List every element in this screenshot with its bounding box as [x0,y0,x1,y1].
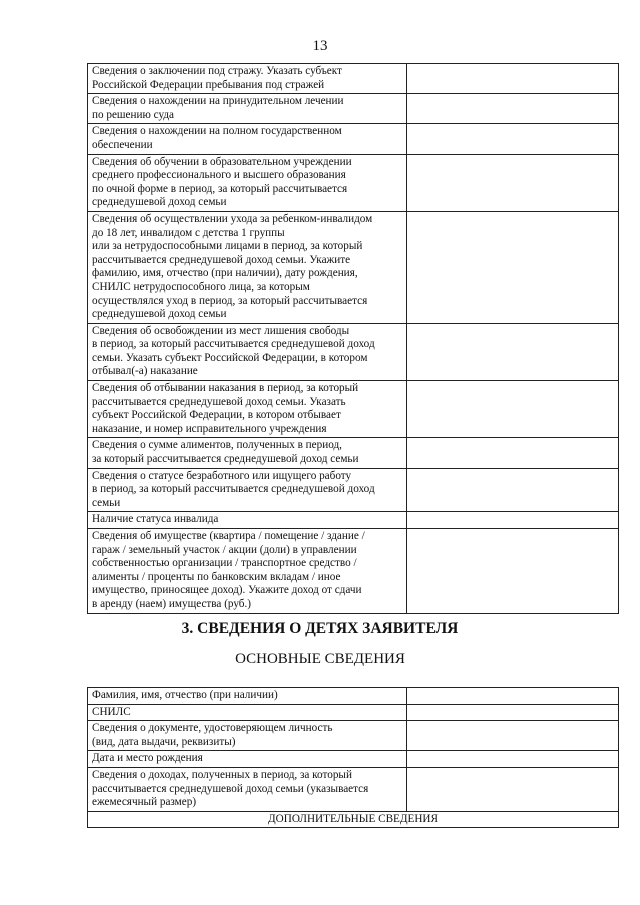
field-label-line: рассчитывается среднедушевой доход семьи (указывается [92,782,369,795]
field-label-line: по решению суда [92,108,175,121]
field-label [88,381,407,438]
field-label-line: рассчитывается среднедушевой доход семьи. Укажите [92,253,351,266]
table-row [88,468,619,512]
table-row [88,512,619,529]
field-value-input[interactable] [407,529,619,614]
table-row [88,721,619,751]
field-label [88,323,407,380]
field-label-line: Фамилия, имя, отчество (при наличии) [92,689,278,701]
field-label-line: по очной форме в период, за который рассчитывается [92,182,348,195]
field-label-line: Сведения об освобождении из мест лишения свободы [92,324,350,337]
field-label-line: семьи [92,496,121,509]
table-row [88,751,619,768]
field-label-line: среднего профессионального и высшего образования [92,169,346,182]
table-row [88,94,619,124]
field-label-line: субъект Российской Федерации, в котором отбывает [92,409,341,422]
field-label [88,721,407,751]
field-value-input[interactable] [407,721,619,751]
field-label-line: алименты / проценты по банковским вкладам / иное [92,570,341,583]
table-row [88,323,619,380]
field-label-line: семьи. Указать субъект Российской Федерации, в котором [92,351,368,364]
field-label-line: отбывал(-а) наказание [92,365,198,378]
field-label-line: Сведения о нахождении на принудительном лечении [92,95,344,108]
field-label-line: Сведения о нахождении на полном государственном [92,125,342,138]
children-info-table [87,687,619,828]
field-label [88,94,407,124]
field-value-input[interactable] [407,211,619,323]
field-value-input[interactable] [407,323,619,380]
field-label-line: собственностью организации / транспортное средство / [92,557,357,570]
field-label-line: СНИЛС [92,705,131,718]
field-label [88,211,407,323]
field-label [88,154,407,211]
field-label-line: Сведения о документе, удостоверяющем личность [92,722,333,735]
field-label-line: (вид, дата выдачи, реквизиты) [92,735,236,748]
field-value-input[interactable] [407,64,619,94]
section-subtitle: ОСНОВНЫЕ СВЕДЕНИЯ [235,651,405,667]
field-label-line: Сведения о доходах, полученных в период, за который [92,768,352,781]
field-label-line: Дата и место рождения [92,752,203,765]
field-label-line: среднедушевой доход семьи [92,308,227,321]
section-title: 3. СВЕДЕНИЯ О ДЕТЯХ ЗАЯВИТЕЛЯ [181,620,459,637]
field-label-line: Наличие статуса инвалида [92,513,219,526]
field-label [88,767,407,811]
field-label-line: имущество, приносящее доход). Укажите доход от сдачи [92,584,362,597]
field-value-input[interactable] [407,468,619,512]
field-value-input[interactable] [407,438,619,468]
table-row [88,64,619,94]
table-row [88,529,619,614]
field-label [88,512,407,529]
page-number: 13 [312,38,328,54]
field-value-input[interactable] [407,751,619,768]
field-label [88,751,407,768]
field-label-line: в период, за который рассчитывается среднедушевой доход [92,338,375,351]
field-value-input[interactable] [407,381,619,438]
field-label-line: среднедушевой доход семьи [92,196,227,209]
field-value-input[interactable] [407,154,619,211]
field-label [88,438,407,468]
field-label-line: ежемесячный размер) [92,796,197,809]
field-label-line: или за нетрудоспособными лицами в период, за который [92,240,363,253]
field-value-input[interactable] [407,124,619,154]
table-row [88,688,619,705]
field-label-line: Сведения о заключении под стражу. Указать субъект [92,65,342,77]
additional-info-header: ДОПОЛНИТЕЛЬНЫЕ СВЕДЕНИЯ [88,811,619,828]
field-label-line: осуществлялся уход в период, за который рассчитывается [92,294,368,307]
field-label [88,64,407,94]
field-label [88,704,407,721]
field-label [88,468,407,512]
field-label-line: гараж / земельный участок / акции (доли) в управлении [92,543,357,556]
field-label-line: обеспечении [92,138,153,151]
field-label-line: рассчитывается среднедушевой доход семьи. Указать [92,395,346,408]
field-value-input[interactable] [407,704,619,721]
table-row [88,767,619,811]
table-row [88,438,619,468]
field-label-line: Сведения о сумме алиментов, полученных в период, [92,439,342,452]
field-value-input[interactable] [407,94,619,124]
field-label-line: наказание, и номер исправительного учреждения [92,422,327,435]
table-row [88,811,619,828]
field-label [88,124,407,154]
table-row [88,704,619,721]
field-label-line: Сведения об имуществе (квартира / помещение / здание / [92,530,365,542]
field-label-line: Сведения об осуществлении ухода за ребенком-инвалидом [92,212,373,225]
field-value-input[interactable] [407,767,619,811]
field-label [88,529,407,614]
applicant-info-table-continued [87,63,619,614]
field-label-line: Сведения о статусе безработного или ищущего работу [92,469,352,482]
field-value-input[interactable] [407,688,619,705]
table-row [88,211,619,323]
table-row [88,124,619,154]
field-label-line: за который рассчитывается среднедушевой доход семьи [92,453,359,466]
field-label-line: в аренду (наем) имущества (руб.) [92,597,252,610]
field-value-input[interactable] [407,512,619,529]
field-label-line: СНИЛС нетрудоспособного лица, за которым [92,280,310,293]
field-label-line: фамилию, имя, отчество (при наличии), дату рождения, [92,267,358,280]
field-label-line: Российской Федерации пребывания под стражей [92,78,325,91]
field-label-line: в период, за который рассчитывается среднедушевой доход [92,483,375,496]
field-label-line: Сведения об обучении в образовательном учреждении [92,155,352,168]
field-label-line: Сведения об отбывании наказания в период, за который [92,382,359,395]
table-row [88,154,619,211]
field-label [88,688,407,705]
field-label-line: до 18 лет, инвалидом с детства 1 группы [92,226,285,239]
table-row [88,381,619,438]
